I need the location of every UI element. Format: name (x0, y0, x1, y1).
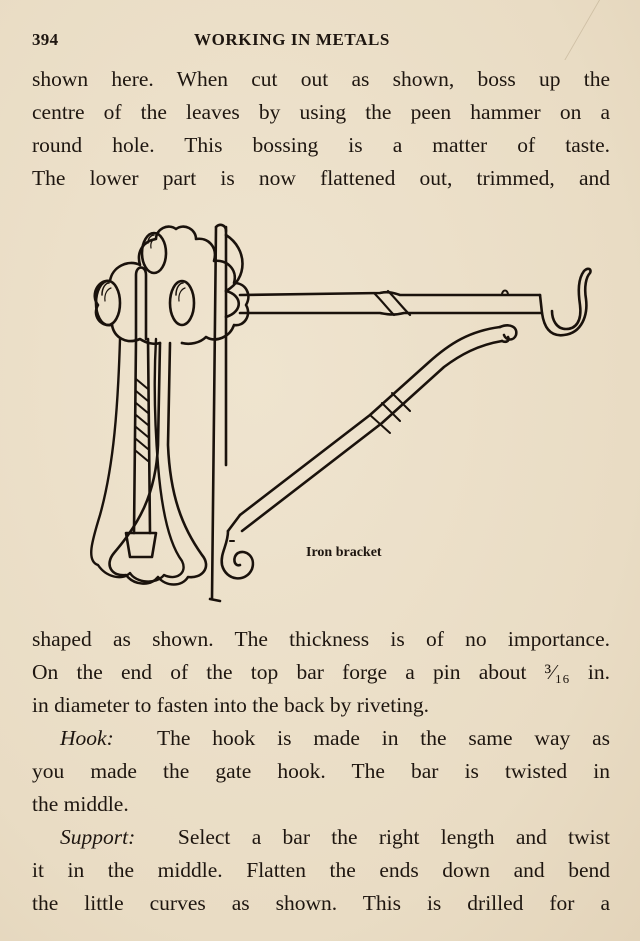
hook-label: Hook: (60, 726, 114, 750)
support-line-text: Select a bar the right length and twist (135, 825, 610, 849)
page-number: 394 (32, 30, 59, 49)
diagonal-support (222, 325, 517, 578)
text-line: in diameter to fasten into the back by riveting. (32, 693, 430, 717)
text-line: round hole. This bossing is a matter of taste. (32, 133, 610, 157)
support-label: Support: (60, 825, 136, 849)
paragraph-top (32, 63, 610, 195)
paragraph-bottom (32, 623, 610, 920)
hook-line-text: The hook is made in the same way as (113, 726, 610, 750)
text-line: On the end of the top bar forge a pin about ³⁄₁₆ in. (32, 660, 610, 684)
text-line: The lower part is now flattened out, trimmed, and (32, 166, 610, 190)
text-line: shown here. When cut out as shown, boss up the (32, 67, 610, 91)
text-line: the middle. (32, 792, 129, 816)
hook-paragraph-line (32, 722, 610, 755)
iron-bracket-figure (70, 215, 610, 610)
text-line: it in the middle. Flatten the ends down and bend (32, 858, 610, 882)
top-bar-with-hook (240, 269, 591, 335)
text-line: shaped as shown. The thickness is of no importance. (32, 627, 610, 651)
text-line: you made the gate hook. The bar is twisted in (32, 759, 610, 783)
figure-caption: Iron bracket (306, 545, 382, 560)
text-line: the little curves as shown. This is drilled for a (32, 891, 610, 915)
running-head (32, 30, 610, 54)
text-line: centre of the leaves by using the peen hammer on a (32, 100, 610, 124)
support-paragraph-line (32, 821, 610, 854)
chapter-title: WORKING IN METALS (194, 30, 390, 49)
